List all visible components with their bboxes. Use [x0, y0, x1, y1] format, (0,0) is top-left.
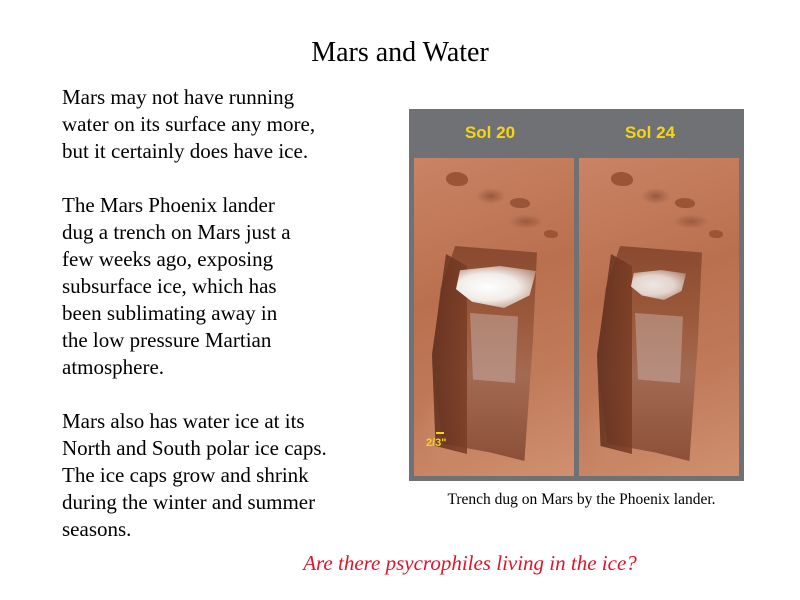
ice-floor	[464, 313, 524, 383]
body-text	[62, 84, 402, 543]
text-line: The Mars Phoenix lander	[62, 193, 275, 217]
panel-label-sol-24: Sol 24	[624, 123, 676, 142]
text-line: water on its surface any more,	[62, 112, 316, 136]
text-line: subsurface ice, which has	[62, 274, 277, 298]
panel-label-sol-20: Sol 20	[464, 123, 516, 142]
text-line: during the winter and summer	[62, 490, 316, 514]
ice-floor	[629, 313, 689, 383]
text-line: The ice caps grow and shrink	[62, 463, 309, 487]
closing-question: Are there psycrophiles living in the ice?	[303, 551, 637, 575]
scale-bar	[436, 432, 444, 434]
figure-caption: Trench dug on Mars by the Phoenix lander.	[447, 491, 716, 508]
rock	[446, 172, 468, 186]
trench-photo-figure	[409, 109, 744, 481]
text-line: dug a trench on Mars just a	[62, 220, 291, 244]
paragraph-polar-caps	[62, 408, 402, 543]
rock	[510, 198, 530, 208]
photo-panel-sol-20	[414, 158, 574, 476]
text-line: been sublimating away in	[62, 301, 278, 325]
photo-panel-sol-24	[579, 158, 739, 476]
rock	[675, 198, 695, 208]
text-line: North and South polar ice caps.	[62, 436, 327, 460]
paragraph-ice	[62, 84, 402, 165]
rock	[611, 172, 633, 186]
text-line: atmosphere.	[62, 355, 165, 379]
scale-marker	[426, 432, 447, 449]
paragraph-phoenix	[62, 192, 402, 381]
rock	[709, 230, 723, 238]
text-line: few weeks ago, exposing	[62, 247, 274, 271]
text-line: but it certainly does have ice.	[62, 139, 309, 163]
text-line: Mars may not have running	[62, 85, 295, 109]
text-line: seasons.	[62, 517, 132, 541]
scale-label: 2/3"	[426, 437, 447, 449]
trench-wall	[597, 254, 632, 454]
text-line: the low pressure Martian	[62, 328, 272, 352]
text-line: Mars also has water ice at its	[62, 409, 305, 433]
slide-title: Mars and Water	[311, 37, 489, 68]
rock	[544, 230, 558, 238]
